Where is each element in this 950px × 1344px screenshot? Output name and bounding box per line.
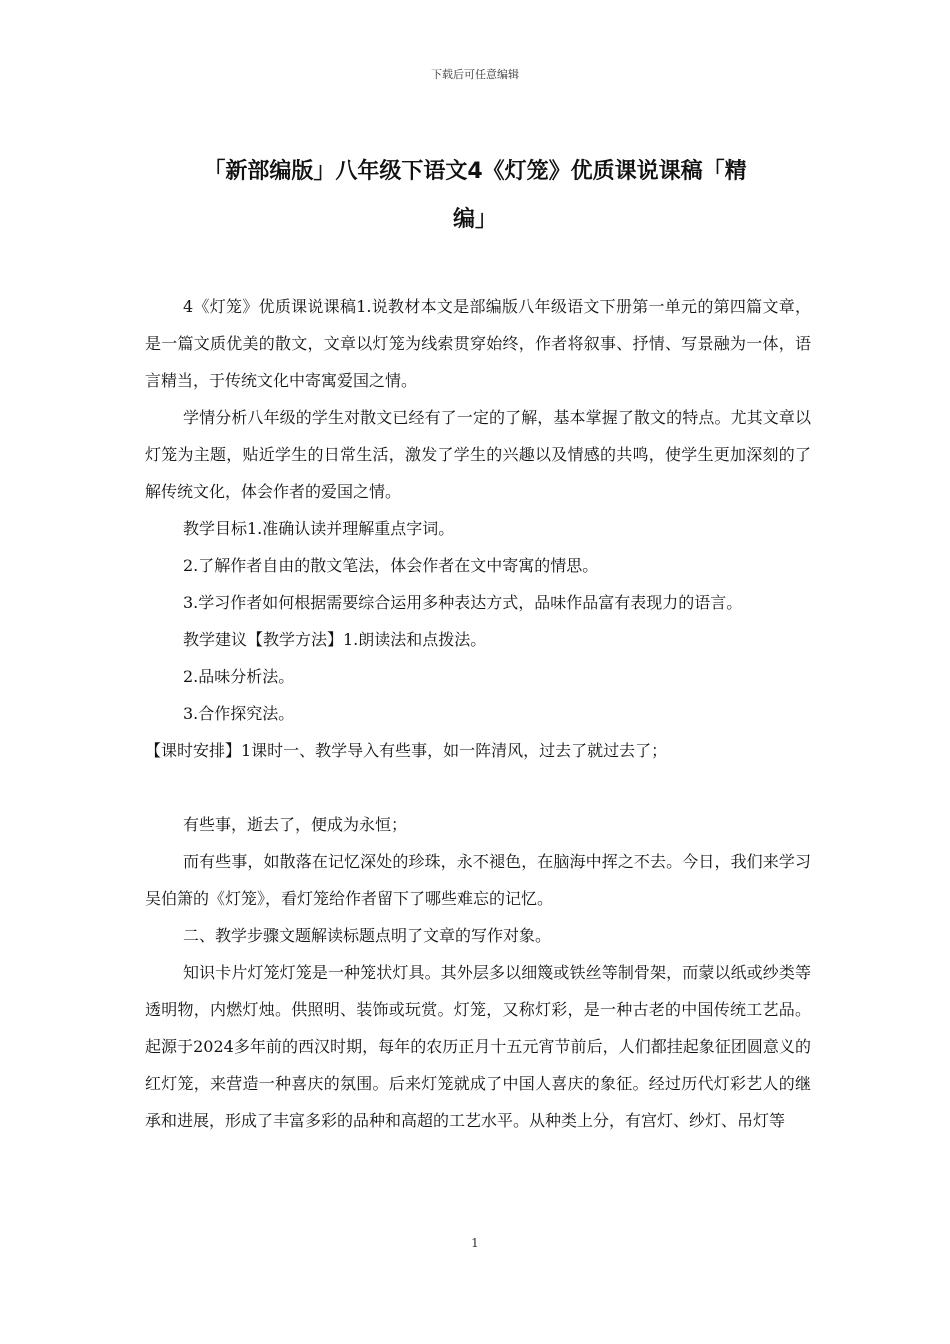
paragraph-method-2: 2.品味分析法。	[183, 667, 295, 686]
document-title	[150, 148, 800, 244]
paragraph-method-3: 3.合作探究法。	[183, 704, 295, 723]
document-body	[145, 288, 811, 1139]
page-number: 1	[471, 1236, 479, 1250]
paragraph-goal-2: 2.了解作者自由的散文笔法，体会作者在文中寄寓的情思。	[183, 556, 599, 575]
paragraph-student-analysis: 学情分析八年级的学生对散文已经有了一定的了解，基本掌握了散文的特点。尤其文章以灯笼为主题，贴近学生的日常生活，激发了学生的兴趣以及情感的共鸣，使学生更加深刻的了解传统文化，体会作者的爱国之情。	[145, 408, 811, 501]
paragraph-steps: 二、教学步骤文题解读标题点明了文章的写作对象。	[183, 926, 552, 945]
paragraph-goal-1: 教学目标1.准确认读并理解重点字词。	[183, 519, 455, 538]
paragraph-intro-2: 有些事，逝去了，便成为永恒；	[183, 815, 408, 834]
paragraph-intro: 4《灯笼》优质课说课稿1.说教材本文是部编版八年级语文下册第一单元的第四篇文章，是一篇文质优美的散文，文章以灯笼为线索贯穿始终，作者将叙事、抒情、写景融为一体，语言精当，于传统文化中寄寓爱国之情。	[145, 297, 811, 390]
page-header: 下载后可任意编辑	[431, 68, 519, 81]
paragraph-intro-3: 而有些事，如散落在记忆深处的珍珠，永不褪色，在脑海中挥之不去。今日，我们来学习吴伯箫的《灯笼》，看灯笼给作者留下了哪些难忘的记忆。	[145, 852, 811, 908]
paragraph-schedule: 【课时安排】1课时一、教学导入有些事，如一阵清风，过去了就过去了；	[145, 741, 668, 760]
paragraph-method-1: 教学建议【教学方法】1.朗读法和点拨法。	[183, 630, 487, 649]
paragraph-goal-3: 3.学习作者如何根据需要综合运用多种表达方式，品味作品富有表现力的语言。	[183, 593, 743, 612]
title-line-1: 「新部编版」八年级下语文4《灯笼》优质课说课稿「精	[203, 159, 747, 184]
title-line-2: 编」	[452, 207, 497, 232]
paragraph-knowledge-card: 知识卡片灯笼灯笼是一种笼状灯具。其外层多以细篾或铁丝等制骨架，而蒙以纸或纱类等透明物，内燃灯烛。供照明、装饰或玩赏。灯笼，又称灯彩，是一种古老的中国传统工艺品。起源于2024多年前的西汉时期，每年的农历正月十五元宵节前后，人们都挂起象征团圆意义的红灯笼，来营造一种喜庆的氛围。后来灯笼就成了中国人喜庆的象征。经过历代灯彩艺人的继承和进展，形成了丰富多彩的品种和高超的工艺水平。从种类上分，有宫灯、纱灯、吊灯等	[145, 963, 811, 1130]
